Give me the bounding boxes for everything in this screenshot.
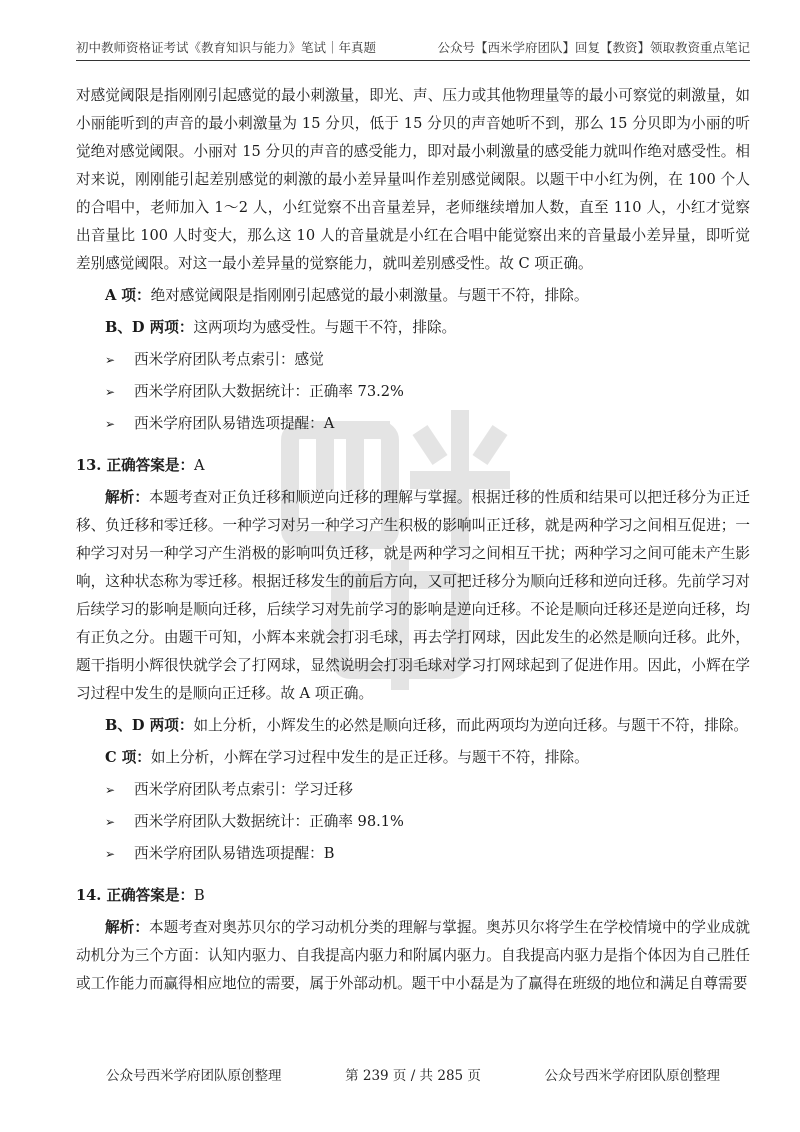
option-text: 如上分析，小辉发生的必然是顺向迁移，而此两项均为逆向迁移。与题干不符，排除。 <box>193 717 749 734</box>
page-content <box>76 82 750 1002</box>
q12-bullet-stats <box>76 378 750 406</box>
bullet-text: 西米学府团队易错选项提醒：A <box>134 415 335 432</box>
arrowhead-icon: ➢ <box>105 815 116 829</box>
option-text: 这两项均为感受性。与题干不符，排除。 <box>193 319 457 336</box>
q12-option-bd-explanation <box>76 314 750 342</box>
analysis-text: 本题考查对奥苏贝尔的学习动机分类的理解与掌握。奥苏贝尔将学生在学校情境中的学业成就动机分为三个方面：认知内驱力、自我提高内驱力和附属内驱力。自我提高内驱力是指个体因为自己胜任或工作能力而赢得相应地位的需要，属于外部动机。题干中小磊是为了赢得在班级的地位和满足自尊需要 <box>76 919 750 992</box>
q12-bullet-warning <box>76 410 750 438</box>
footer-right-credit: 公众号西米学府团队原创整理 <box>544 1068 720 1084</box>
header-right-notice: 公众号【西米学府团队】回复【教资】领取教资重点笔记 <box>437 40 750 55</box>
q13-bullet-index <box>76 776 750 804</box>
arrowhead-icon: ➢ <box>105 417 116 431</box>
answer-value: A <box>194 457 205 474</box>
q13-option-bd-explanation <box>76 712 750 740</box>
q12-bullet-index <box>76 346 750 374</box>
arrowhead-icon: ➢ <box>105 847 116 861</box>
answer-label: 14. 正确答案是： <box>76 887 195 904</box>
option-text: 绝对感觉阈限是指刚刚引起感觉的最小刺激量。与题干不符，排除。 <box>150 287 589 304</box>
q14-answer-line <box>76 882 750 910</box>
bullet-text: 西米学府团队大数据统计：正确率 73.2% <box>134 383 404 400</box>
bullet-text: 西米学府团队考点索引：学习迁移 <box>134 781 353 798</box>
arrowhead-icon: ➢ <box>105 353 116 367</box>
page-number: 第 239 页 / 共 285 页 <box>345 1068 481 1084</box>
bullet-text: 西米学府团队考点索引：感觉 <box>134 351 324 368</box>
q13-answer-line <box>76 452 750 480</box>
q13-bullet-stats <box>76 808 750 836</box>
analysis-label: 解析： <box>105 489 149 506</box>
answer-value: B <box>194 887 205 904</box>
arrowhead-icon: ➢ <box>105 783 116 797</box>
option-label: C 项： <box>105 749 151 766</box>
q12-option-a-explanation <box>76 282 750 310</box>
option-label: B、D 两项： <box>105 717 194 734</box>
page-header <box>76 32 750 61</box>
option-text: 如上分析，小辉在学习过程中发生的是正迁移。与题干不符，排除。 <box>150 749 589 766</box>
answer-label: 13. 正确答案是： <box>76 457 195 474</box>
analysis-label: 解析： <box>105 919 149 936</box>
bullet-text: 西米学府团队大数据统计：正确率 98.1% <box>134 813 404 830</box>
analysis-text: 本题考查对正负迁移和顺逆向迁移的理解与掌握。根据迁移的性质和结果可以把迁移分为正迁移、负迁移和零迁移。一种学习对另一种学习产生积极的影响叫正迁移，就是两种学习之间相互促进；一种学习对另一种学习产生消极的影响叫负迁移，就是两种学习之间相互干扰；两种学习之间可能未产生影响，这种状态称为零迁移。根据迁移发生的前后方向，又可把迁移分为顺向迁移和逆向迁移。先前学习对后续学习的影响是顺向迁移，后续学习对先前学习的影响是逆向迁移。不论是顺向迁移还是逆向迁移，均有正负之分。由题干可知，小辉本来就会打羽毛球，再去学打网球，因此发生的必然是顺向迁移。此外，题干指明小辉很快就学会了打网球，显然说明会打羽毛球对学习打网球起到了促进作用。因此，小辉在学习过程中发生的是顺向正迁移。故 A 项正确。 <box>76 489 750 702</box>
q13-analysis <box>76 484 750 708</box>
footer-left-credit: 公众号西米学府团队原创整理 <box>106 1068 282 1084</box>
option-label: B、D 两项： <box>105 319 194 336</box>
arrowhead-icon: ➢ <box>105 385 116 399</box>
q13-option-c-explanation <box>76 744 750 772</box>
header-left-title: 初中教师资格证考试《教育知识与能力》笔试｜年真题 <box>76 40 377 55</box>
bullet-text: 西米学府团队易错选项提醒：B <box>134 845 335 862</box>
q13-bullet-warning <box>76 840 750 868</box>
option-label: A 项： <box>105 287 151 304</box>
q12-analysis-continuation: 对感觉阈限是指刚刚引起感觉的最小刺激量，即光、声、压力或其他物理量等的最小可察觉的刺激量，如小丽能听到的声音的最小刺激量为 15 分贝，低于 15 分贝的声音她听不到，那么 15 分贝即为小丽的听觉绝对感觉阈限。小丽对 15 分贝的声音的感受能力，即对最小刺激量的感受能力就叫作绝对感受性。相对来说，刚刚能引起差别感觉的刺激的最小差异量叫作差别感觉阈限。以题干中小红为例，在 100 个人的合唱中，老师加入 1～2 人，小红觉察不出音量差异，老师继续增加人数，直至 110 人，小红才觉察出音量比 100 人时变大，那么这 10 人的音量就是小红在合唱中能觉察出来的音量最小差异量，即听觉差别感觉阈限。对这一最小差异量的觉察能力，就叫差别感受性。故 C 项正确。 <box>76 87 751 272</box>
q14-analysis <box>76 914 750 998</box>
